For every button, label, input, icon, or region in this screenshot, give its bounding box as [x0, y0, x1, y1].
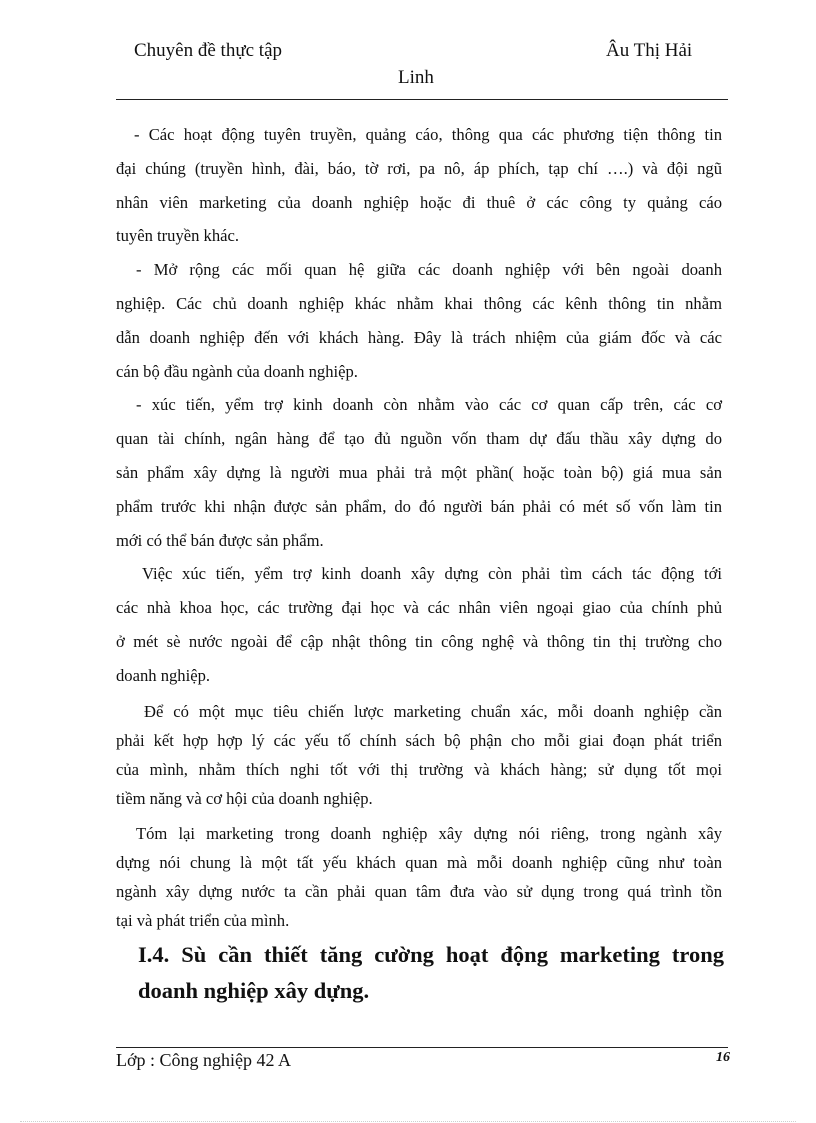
text-line: phẩm trước khi nhận được sản phẩm, do đó người bán phải có mét số vốn làm tin: [116, 496, 722, 516]
page-bottom-divider: [20, 1121, 796, 1122]
paragraph: [116, 388, 722, 557]
text-line: đại chúng (truyền hình, đài, báo, tờ rơi, pa nô, áp phích, tạp chí ….) và đội ngũ: [116, 158, 722, 178]
document-body: [116, 118, 722, 935]
text-line: Để có một mục tiêu chiến lược marketing chuẩn xác, mỗi doanh nghiệp cần: [144, 701, 722, 721]
paragraph: [116, 253, 722, 388]
text-line: mới có thể bán được sản phẩm.: [116, 530, 324, 550]
text-line: ngành xây dựng nước ta cần phải quan tâm đưa vào sử dụng trong quá trình tồn: [116, 881, 722, 901]
page-number: 16: [716, 1050, 730, 1065]
text-line: tuyên truyền khác.: [116, 226, 240, 246]
footer-rule: [116, 1047, 728, 1048]
text-line: dẫn doanh nghiệp đến với khách hàng. Đây là trách nhiệm của giám đốc và các: [116, 327, 722, 347]
text-line: quan tài chính, ngân hàng để tạo đủ nguồn vốn tham dự đấu thầu xây dựng do: [116, 429, 722, 449]
paragraph: [116, 697, 722, 813]
text-line: các nhà khoa học, các trường đại học và các nhân viên ngoại giao của chính phủ: [116, 598, 722, 618]
paragraph: [116, 557, 722, 692]
footer-class: Lớp : Công nghiệp 42 A: [116, 1050, 292, 1070]
text-line: nghiệp. Các chủ doanh nghiệp khác nhằm khai thông các kênh thông tin nhằm: [116, 293, 722, 313]
text-line: ở mét sè nước ngoài để cập nhật thông tin công nghệ và thông tin thị trường cho: [116, 631, 722, 651]
text-line: doanh nghiệp.: [116, 665, 211, 685]
section-heading-line: doanh nghiệp xây dựng.: [138, 978, 370, 1003]
text-line: Việc xúc tiến, yểm trợ kinh doanh xây dựng còn phải tìm cách tác động tới: [142, 564, 722, 584]
paragraph: [116, 118, 722, 253]
header-author-wrap: Linh: [398, 67, 434, 88]
text-line: dựng nói chung là một tất yếu khách quan mà mỗi doanh nghiệp cũng như toàn: [116, 852, 722, 872]
text-line: phải kết hợp hợp lý các yếu tố chính sách bộ phận cho mỗi giai đoạn phát triển: [116, 730, 722, 750]
text-line: tại và phát triển của mình.: [116, 910, 290, 930]
text-line: Tóm lại marketing trong doanh nghiệp xây dựng nói riêng, trong ngành xây: [136, 823, 722, 843]
text-line: - Mở rộng các mối quan hệ giữa các doanh nghiệp với bên ngoài doanh: [136, 260, 722, 280]
header-rule: [116, 99, 728, 100]
text-line: của mình, nhằm thích nghi tốt với thị trường và khách hàng; sử dụng tốt mọi: [116, 759, 722, 779]
header-author: Âu Thị Hải: [606, 40, 693, 61]
text-line: nhân viên marketing của doanh nghiệp hoặc đi thuê ở các công ty quảng cáo: [116, 192, 722, 212]
text-line: - Các hoạt động tuyên truyền, quảng cáo, thông qua các phương tiện thông tin: [134, 125, 722, 144]
paragraph: [116, 819, 722, 935]
text-line: cán bộ đầu ngành của doanh nghiệp.: [116, 361, 358, 381]
text-line: tiềm năng và cơ hội của doanh nghiệp.: [116, 788, 373, 808]
header-subject: Chuyên đề thực tập: [134, 40, 283, 61]
text-line: sản phẩm xây dựng là người mua phải trả một phần( hoặc toàn bộ) giá mua sản: [116, 462, 722, 482]
section-heading: [138, 937, 724, 1009]
section-heading-line: I.4. Sù cần thiết tăng cường hoạt động marketing trong: [138, 942, 724, 967]
text-line: - xúc tiến, yểm trợ kinh doanh còn nhằm vào các cơ quan cấp trên, các cơ: [136, 395, 722, 415]
